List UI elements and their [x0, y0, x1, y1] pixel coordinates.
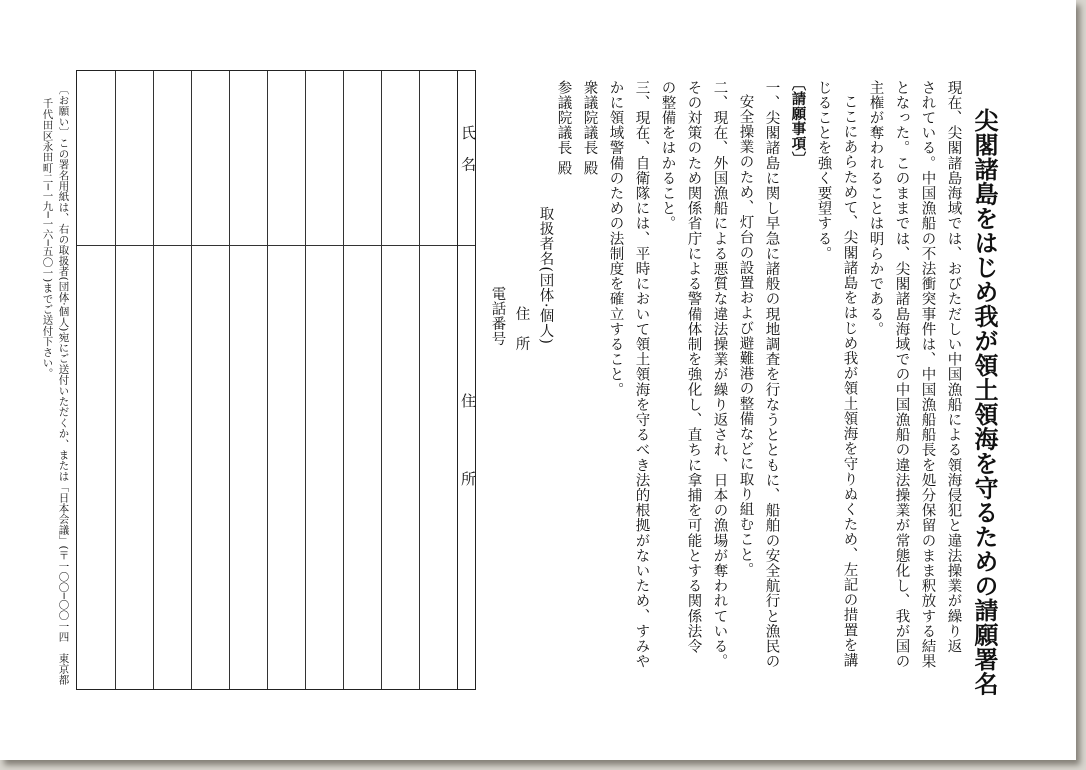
address-field-9[interactable]	[116, 247, 152, 689]
address-field-3[interactable]	[344, 247, 380, 689]
address-field-6[interactable]	[230, 247, 266, 689]
addressee-upper-house: 参議院議長 殿	[555, 80, 572, 176]
form-row-divider	[77, 245, 475, 246]
address-field-10[interactable]	[78, 247, 114, 689]
preamble-line-4: 主権が奪われることは明らかである。	[867, 80, 884, 337]
signature-form-table	[76, 70, 476, 690]
preamble-line-5: ここにあらためて、尖閣諸島をはじめ我が領土領海を守りぬくため、左記の措置を講	[841, 94, 858, 668]
document-title: 尖閣諸島をはじめ我が領土領海を守るための請願署名	[970, 108, 999, 696]
petition-heading: 〔請願事項〕	[789, 76, 807, 167]
name-field-2[interactable]	[382, 71, 418, 244]
preamble-line-3: となった。このままでは、尖閣諸島海域での中国漁船の違法操業が常態化し、我が国の	[893, 80, 910, 669]
item-line-3: 二、現在、外国漁船による悪質な違法操業が繰り返され、日本の漁場が奪われている。	[711, 80, 728, 669]
addressee-lower-house: 衆議院議長 殿	[581, 80, 598, 176]
handler-phone-label: 電話番号	[489, 286, 506, 347]
name-field-8[interactable]	[154, 71, 190, 244]
name-field-7[interactable]	[192, 71, 228, 244]
name-field-5[interactable]	[268, 71, 304, 244]
item-line-1: 一、尖閣諸島に関し早急に諸般の現地調査を行なうとともに、船舶の安全航行と漁民の	[763, 80, 780, 669]
notice-line-1: 〔お願い〕この署名用紙は、右の取扱者(団体·個人)宛にご送付いただくか、または「日本会議」(〒一〇〇─〇〇一四 東京都	[57, 84, 70, 685]
name-field-10[interactable]	[78, 71, 114, 244]
address-field-1[interactable]	[420, 247, 456, 689]
form-name-header: 氏 名	[459, 125, 477, 172]
handler-name-label: 取扱者名(団体·個人)	[537, 206, 554, 345]
preamble-line-2: されている。中国漁船の不法衝突事件は、中国漁船船長を処分保留のまま釈放する結果	[919, 80, 936, 669]
name-field-1[interactable]	[420, 71, 456, 244]
notice-line-2: 千代田区永田町二─一九─一六─五〇一)までご送付下さい。	[41, 98, 54, 379]
name-field-9[interactable]	[116, 71, 152, 244]
item-line-6: 三、現在、自衛隊には、平時において領土領海を守るべき法的根拠がないため、すみや	[633, 80, 650, 669]
item-line-5: の整備をはかること。	[659, 80, 676, 231]
name-field-4[interactable]	[306, 71, 342, 244]
item-line-2: 安全操業のため、灯台の設置および避難港の整備などに取り組むこと。	[737, 94, 754, 578]
address-field-8[interactable]	[154, 247, 190, 689]
address-field-7[interactable]	[192, 247, 228, 689]
item-line-4: その対策のため関係省庁による警備体制を強化し、直ちに拿捕を可能とする関係法令	[685, 80, 702, 654]
address-field-2[interactable]	[382, 247, 418, 689]
address-field-4[interactable]	[306, 247, 342, 689]
preamble-line-1: 現在、尖閣諸島海域では、おびただしい中国漁船による領海侵犯と違法操業が繰り返	[945, 80, 962, 654]
item-line-7: かに領域警備のための法制度を確立すること。	[607, 80, 624, 398]
preamble-line-6: じることを強く要望する。	[815, 80, 832, 262]
name-field-6[interactable]	[230, 71, 266, 244]
handler-address-label: 住 所	[513, 306, 530, 352]
form-address-header: 住 所	[459, 393, 477, 487]
address-field-5[interactable]	[268, 247, 304, 689]
name-field-3[interactable]	[344, 71, 380, 244]
